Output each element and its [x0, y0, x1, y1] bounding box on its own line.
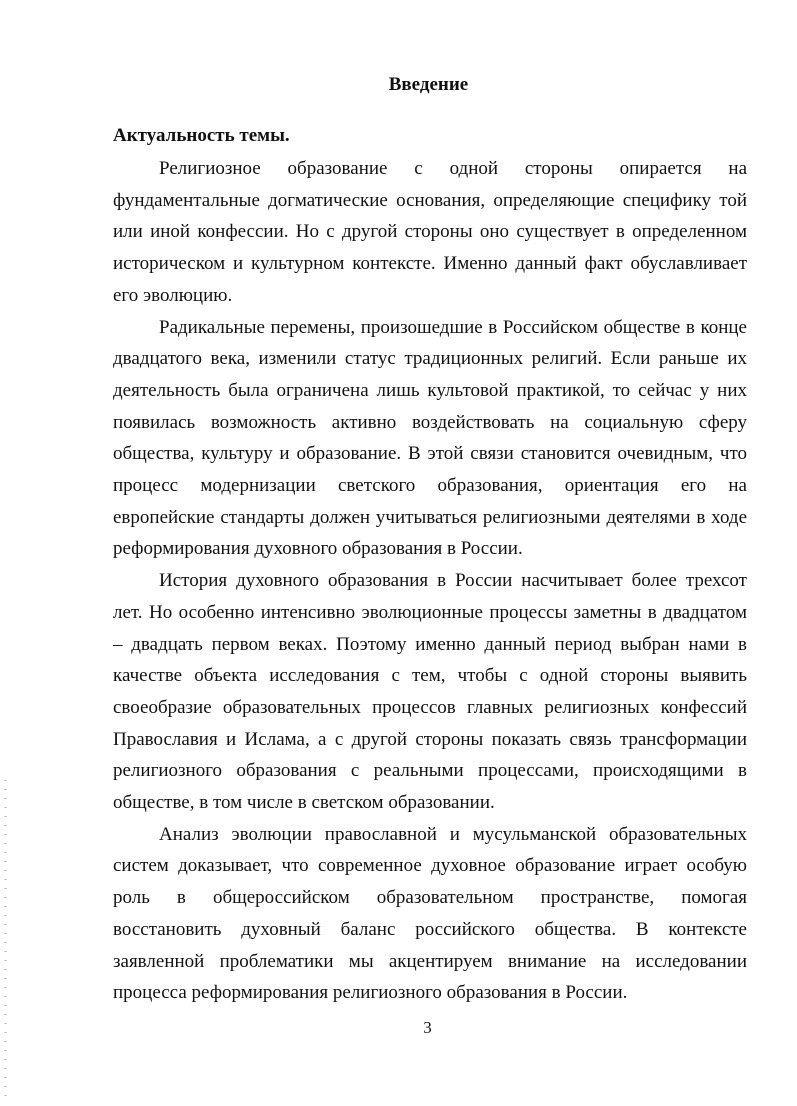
page-number: 3 [423, 1018, 432, 1037]
section-heading: Актуальность темы. [113, 125, 290, 146]
paragraph: Религиозное образование с одной стороны опирается на фундаментальные догматические основания, определяющие специфику той или иной конфессии. Но с другой стороны оно существует в определенном историческом и культурном контексте. Именно данный факт обуславливает его эволюцию. [113, 158, 747, 306]
paragraph: История духовного образования в России насчитывает более трехсот лет. Но особенно интенсивно эволюционные процессы заметны в двадцатом – двадцать первом веках. Поэтому именно данный период выбран нами в качестве объекта исследования с тем, чтобы с одной стороны выявить своеобразие образовательных процессов главных религиозных конфессий Православия и Ислама, а с другой стороны показать связь трансформации религиозного образования с реальными процессами, происходящими в обществе, в том числе в светском образовании. [113, 570, 747, 814]
paragraph: Радикальные перемены, произошедшие в Российском обществе в конце двадцатого века, изменили статус традиционных религий. Если раньше их деятельность была ограничена лишь культовой практикой, то сейчас у них появилась возможность активно воздействовать на социальную сферу общества, культуру и образование. В этой связи становится очевидным, что процесс модернизации светского образования, ориентация его на европейские стандарты должен учитываться религиозными деятелями в ходе реформирования духовного образования в России. [113, 316, 747, 560]
page-title: Введение [388, 74, 469, 95]
paragraph: Анализ эволюции православной и мусульманской образовательных систем доказывает, что современное духовное образование играет особую роль в общероссийском образовательном пространстве, помогая восстановить духовный баланс российского общества. В контексте заявленной проблематики мы акцентируем внимание на исследовании процесса реформирования религиозного образования в России. [113, 823, 747, 1004]
scan-edge-artifact [4, 780, 7, 1100]
body-text [113, 153, 747, 1009]
